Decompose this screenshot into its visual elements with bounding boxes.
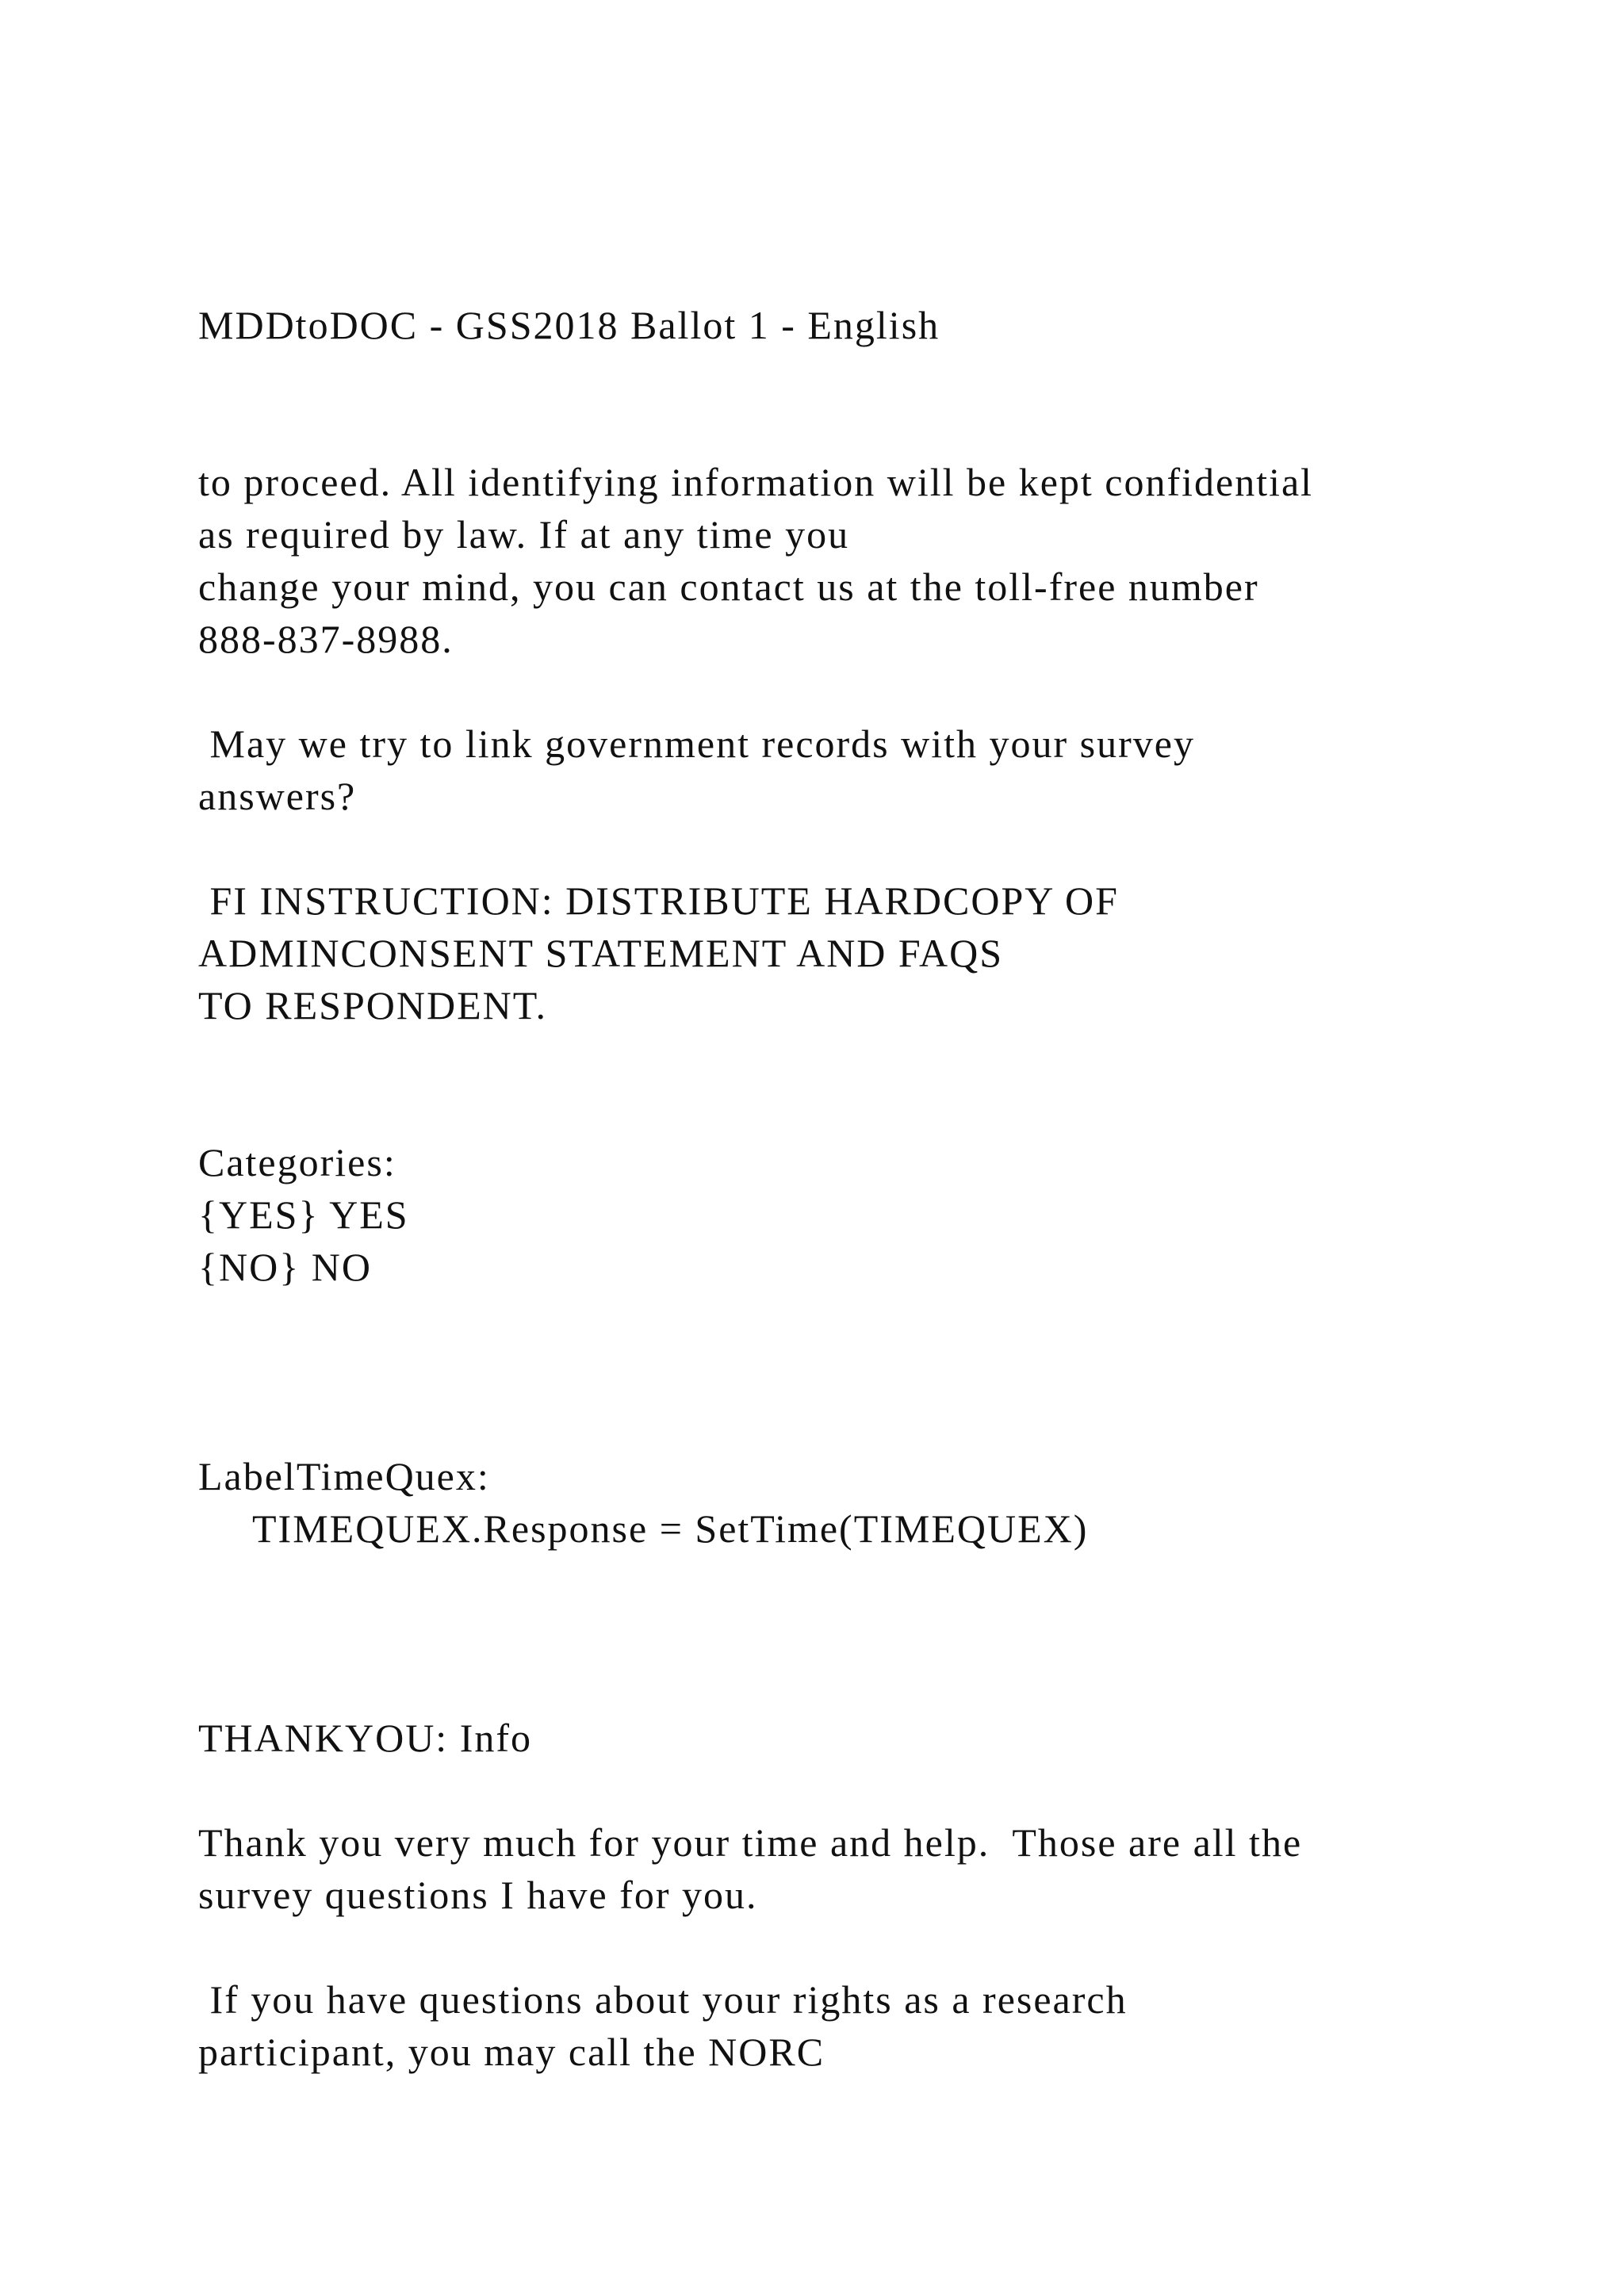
rights-line-2: participant, you may call the NORC [198, 2030, 825, 2074]
instruction-line-1: FI INSTRUCTION: DISTRIBUTE HARDCOPY OF [198, 878, 1119, 923]
consent-line-4: 888-837-8988. [198, 617, 454, 661]
consent-line-3: change your mind, you can contact us at the toll-free number [198, 564, 1259, 609]
instruction-line-3: TO RESPONDENT. [198, 983, 548, 1027]
thanks-line-1: Thank you very much for your time and help. Those are all the [198, 1820, 1303, 1865]
consent-line-1: to proceed. All identifying information will be kept confidential [198, 460, 1314, 504]
question-line-2: answers? [198, 774, 357, 818]
timequex-code: TIMEQUEX.Response = SetTime(TIMEQUEX) [252, 1506, 1089, 1551]
categories-label: Categories: [198, 1140, 396, 1184]
thanks-line-2: survey questions I have for you. [198, 1873, 758, 1917]
consent-line-2: as required by law. If at any time you [198, 512, 850, 557]
category-yes: {YES} YES [198, 1192, 409, 1237]
thankyou-label: THANKYOU: Info [198, 1716, 532, 1760]
instruction-line-2: ADMINCONSENT STATEMENT AND FAQS [198, 931, 1004, 975]
rights-line-1: If you have questions about your rights as a research [198, 1977, 1128, 2022]
category-no: {NO} NO [198, 1245, 372, 1289]
document-header: MDDtoDOC - GSS2018 Ballot 1 - English [198, 303, 940, 347]
question-line-1: May we try to link government records with your survey [198, 721, 1195, 766]
timequex-label: LabelTimeQuex: [198, 1454, 490, 1498]
